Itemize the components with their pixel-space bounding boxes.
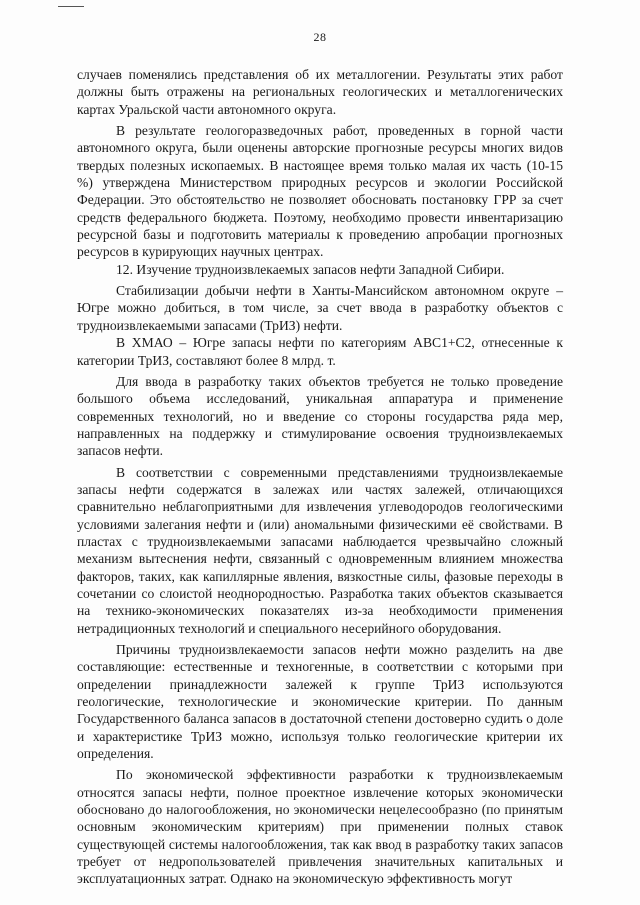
- paragraph-forecast-resources: В результате геологоразведочных работ, проведенных в горной части автономного округа, были оценены авторские прогнозные ресурсы многих видов твердых полезных ископаемых. В настоящее время только малая их часть (10-15 %) утверждена Министерством природных ресурсов и экологии Российской Федерации. Это обстоятельство не позволяет обосновать постановку ГРР за счет средств федерального бюджета. Поэтому, необходимо провести инвентаризацию ресурсной базы и подготовить материалы к проведению апробации прогнозных ресурсов в курирующих научных центрах.: [77, 123, 563, 260]
- paragraph-stabilization: Стабилизации добычи нефти в Ханты-Мансийском автономном округе – Югре можно добиться, в том числе, за счет ввода в разработку объектов с трудноизвлекаемыми запасами (ТрИЗ) нефти.: [77, 283, 563, 333]
- paragraph-continuation: случаев поменялись представления об их металлогении. Результаты этих работ должны быть отражены на региональных геологических и металлогенических картах Уральской части автономного округа.: [77, 67, 563, 117]
- scan-mark: [58, 6, 84, 7]
- page-number: 28: [313, 30, 327, 44]
- paragraph-economic-efficiency: По экономической эффективности разработки к трудноизвлекаемым относятся запасы нефти, полное проектное извлечение которых экономически обосновано до налогообложения, но экономически нецелесообразно (по принятым основным экономическим критериям) при применении полных ставок существующей системы налогообложения, так как ввод в разработку таких запасов требует от недропользователей привлечения значительных капитальных и эксплуатационных затрат. Однако на экономическую эффективность могут: [77, 767, 563, 887]
- paragraph-reserves: В ХМАО – Югре запасы нефти по категориям АВС1+С2, отнесенные к категории ТрИЗ, составляют более 8 млрд. т.: [77, 335, 563, 368]
- document-body: [77, 66, 563, 888]
- paragraph-causes: Причины трудноизвлекаемости запасов нефти можно разделить на две составляющие: естественные и техногенные, в соответствии с которыми при определении принадлежности залежей к группе ТрИЗ используются геологические, технологические и экономические критерии. По данным Государственного баланса запасов в достаточной степени достоверно судить о доле и характеристике ТрИЗ можно, используя только геологические критерии их определения.: [77, 642, 563, 762]
- section-heading: 12. Изучение трудноизвлекаемых запасов нефти Западной Сибири.: [116, 261, 505, 277]
- paragraph-modern-concepts: В соответствии с современными представлениями трудноизвлекаемые запасы нефти содержатся в залежах или частях залежей, отличающихся сравнительно неблагоприятными для извлечения углеводородов геологическими условиями залегания нефти и (или) аномальными физическими её свойствами. В пластах с трудноизвлекаемыми запасами наблюдается чрезвычайно сложный механизм вытеснения нефти, связанный с одновременным влиянием множества факторов, таких, как капиллярные явления, вязкостные силы, фазовые переходы в сочетании со слоистой неоднородностью. Разработка таких объектов сказывается на технико-экономических показателях из-за необходимости применения нетрадиционных технологий и специального несерийного оборудования.: [77, 464, 563, 636]
- paragraph-development: Для ввода в разработку таких объектов требуется не только проведение большого объема исследований, уникальная аппаратура и применение современных технологий, но и введение со стороны государства ряда мер, направленных на поддержку и стимулирование освоения трудноизвлекаемых запасов нефти.: [77, 373, 563, 459]
